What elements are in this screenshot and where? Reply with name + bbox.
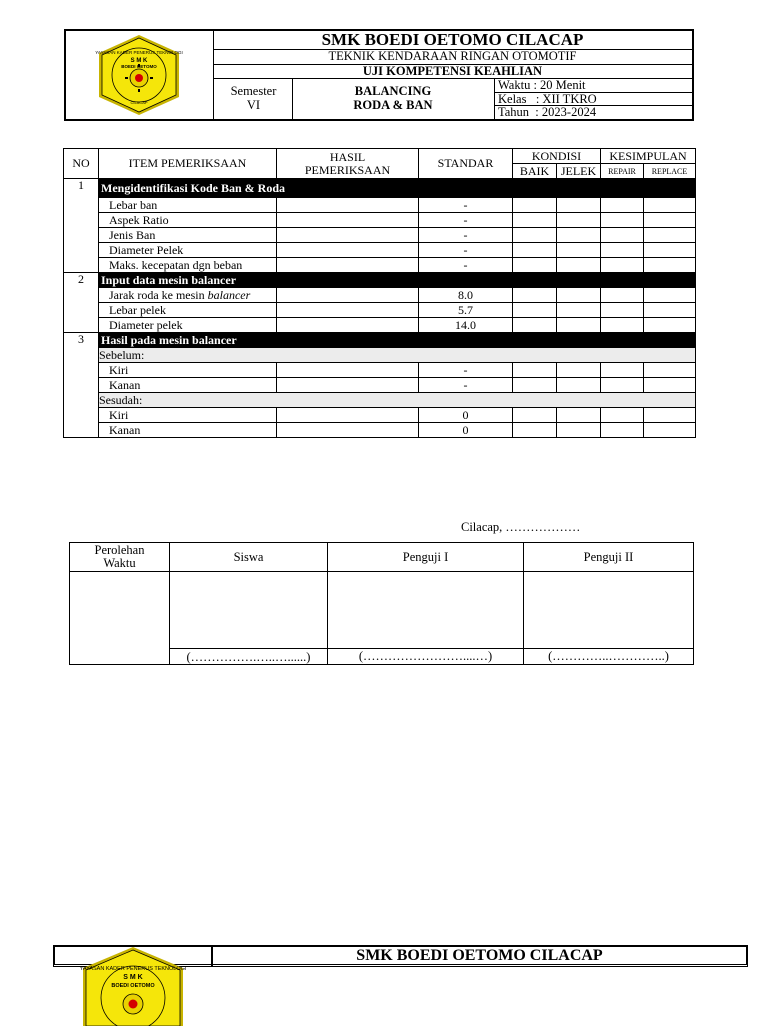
logo-text-name: BOEDI OETOMO [111,983,155,989]
item-text-italic: balancer [207,287,251,302]
item-cell: Aspek Ratio [99,213,277,228]
program-name: TEKNIK KENDARAAN RINGAN OTOMOTIF [328,49,577,63]
baik-cell[interactable] [513,243,557,258]
hasil-cell[interactable] [277,213,419,228]
col-jelek: JELEK [557,164,601,179]
jelek-cell[interactable] [557,213,601,228]
table-row [64,258,696,273]
signature-header-row [70,543,694,572]
repair-cell[interactable] [601,258,644,273]
perolehan-waktu-header [70,543,170,572]
baik-cell[interactable] [513,408,557,423]
penguji1-sign-area[interactable] [328,572,524,649]
jelek-cell[interactable] [557,423,601,438]
baik-cell[interactable] [513,288,557,303]
logo-text-top: YAYASAN KADER PENERUS TEKNOLOGI [95,50,183,55]
baik-cell[interactable] [513,378,557,393]
subsection-row [64,393,696,408]
item-cell: Kanan [99,378,277,393]
repair-cell[interactable] [601,408,644,423]
semester [215,84,292,112]
section-number: 2 [64,273,99,333]
section-number: 1 [64,179,99,273]
col-kondisi: KONDISI [513,149,601,164]
col-standar: STANDAR [419,149,513,179]
standar-cell: 0 [419,408,513,423]
standar-cell: 14.0 [419,318,513,333]
col-hasil-line1: HASIL [329,149,366,164]
standar-cell: - [419,213,513,228]
item-cell: Kanan [99,423,277,438]
replace-cell[interactable] [644,423,696,438]
jelek-cell[interactable] [557,288,601,303]
penguji1-header: Penguji I [328,543,524,572]
replace-cell[interactable] [644,288,696,303]
penguji1-name-line[interactable]: (……………………....…) [328,649,524,665]
item-cell: Lebar ban [99,198,277,213]
logo-text-bottom: CILACAP [130,100,148,105]
standar-cell: 8.0 [419,288,513,303]
standar-cell: - [419,378,513,393]
standar-cell: - [419,258,513,273]
table-header-row [64,149,696,164]
penguji2-header: Penguji II [524,543,694,572]
jelek-cell[interactable] [557,408,601,423]
logo-text-smk: S M K [130,58,148,64]
divider [494,78,495,119]
repair-cell[interactable] [601,243,644,258]
jelek-cell[interactable] [557,378,601,393]
subsection-label: Sesudah: [99,393,696,408]
hasil-cell[interactable] [277,303,419,318]
footer-logo-cell [79,946,187,1026]
item-cell: Jenis Ban [99,228,277,243]
hasil-cell[interactable] [277,423,419,438]
replace-cell[interactable] [644,243,696,258]
hasil-cell[interactable] [277,318,419,333]
table-row [64,408,696,423]
standar-cell: - [419,363,513,378]
subsection-label: Sebelum: [99,348,696,363]
hasil-cell[interactable] [277,408,419,423]
repair-cell[interactable] [601,363,644,378]
waktu-value-cell[interactable] [70,572,170,665]
standar-cell: 5.7 [419,303,513,318]
table-row [64,423,696,438]
perolehan-line2: Waktu [103,556,136,570]
perolehan-line1: Perolehan [94,543,145,557]
table-row [64,288,696,303]
replace-cell[interactable] [644,303,696,318]
baik-cell[interactable] [513,198,557,213]
siswa-name-line[interactable]: (…………….…..…......) [170,649,328,665]
section-title: Mengidentifikasi Kode Ban & Roda [99,179,696,198]
standar-cell: - [419,228,513,243]
hasil-cell[interactable] [277,258,419,273]
repair-cell[interactable] [601,318,644,333]
logo-text-top: YAYASAN KADER PENERUS TEKNOLOGI [79,966,187,972]
exam-title: UJI KOMPETENSI KEAHLIAN [362,64,543,78]
repair-cell[interactable] [601,303,644,318]
topic [292,84,494,112]
standar-cell: - [419,243,513,258]
section-row [64,273,696,288]
col-replace: REPLACE [644,164,696,179]
section-title: Input data mesin balancer [99,273,696,288]
col-item: ITEM PEMERIKSAAN [99,149,277,179]
signature-space-row [70,572,694,649]
semester-label: Semester [230,84,277,98]
logo-text-smk: S M K [123,974,143,981]
siswa-sign-area[interactable] [170,572,328,649]
hasil-cell[interactable] [277,228,419,243]
item-cell: Maks. kecepatan dgn beban [99,258,277,273]
baik-cell[interactable] [513,213,557,228]
section-row [64,333,696,348]
school-logo [66,31,213,119]
jelek-cell[interactable] [557,198,601,213]
school-name: SMK BOEDI OETOMO CILACAP [321,30,584,49]
item-cell: Diameter Pelek [99,243,277,258]
table-row [64,378,696,393]
section-title: Hasil pada mesin balancer [99,333,696,348]
standar-cell: 0 [419,423,513,438]
col-baik: BAIK [513,164,557,179]
subsection-row [64,348,696,363]
item-cell: Kiri [99,363,277,378]
hasil-cell[interactable] [277,288,419,303]
repair-cell[interactable] [601,423,644,438]
hasil-cell[interactable] [277,378,419,393]
signature-table [69,542,694,665]
repair-cell[interactable] [601,378,644,393]
topic-line2: RODA & BAN [353,98,433,112]
table-row [64,198,696,213]
waktu: Waktu : 20 Menit [498,78,586,92]
repair-cell[interactable] [601,288,644,303]
table-row [64,213,696,228]
baik-cell[interactable] [513,303,557,318]
logo-text-name: BOEDI OETOMO [121,64,157,69]
hasil-cell[interactable] [277,363,419,378]
jelek-cell[interactable] [557,243,601,258]
baik-cell[interactable] [513,423,557,438]
replace-cell[interactable] [644,258,696,273]
repair-cell[interactable] [601,198,644,213]
col-hasil [277,149,419,179]
col-hasil-line2: PEMERIKSAAN [304,162,391,177]
semester-value: VI [246,98,261,112]
jelek-cell[interactable] [557,303,601,318]
logo-cell [66,31,214,119]
item-cell [99,288,277,303]
table-row [64,318,696,333]
siswa-header: Siswa [170,543,328,572]
replace-cell[interactable] [644,378,696,393]
standar-cell: - [419,198,513,213]
repair-cell[interactable] [601,228,644,243]
penguji2-name-line[interactable]: (…………..…………..) [524,649,694,665]
table-row [64,363,696,378]
replace-cell[interactable] [644,318,696,333]
jelek-cell[interactable] [557,228,601,243]
col-no: NO [64,149,99,179]
baik-cell[interactable] [513,228,557,243]
item-cell: Diameter pelek [99,318,277,333]
hasil-cell[interactable] [277,198,419,213]
item-text: Jarak roda ke mesin [109,287,208,302]
replace-cell[interactable] [644,228,696,243]
section-number: 3 [64,333,99,438]
item-cell: Kiri [99,408,277,423]
replace-cell[interactable] [644,363,696,378]
topic-line1: BALANCING [354,84,432,98]
school-logo [79,946,187,1026]
repair-cell[interactable] [601,213,644,228]
baik-cell[interactable] [513,363,557,378]
penguji2-sign-area[interactable] [524,572,694,649]
table-row [64,243,696,258]
inspection-table [63,148,696,438]
table-row [64,228,696,243]
jelek-cell[interactable] [557,258,601,273]
jelek-cell[interactable] [557,318,601,333]
baik-cell[interactable] [513,318,557,333]
hasil-cell[interactable] [277,243,419,258]
table-row [64,303,696,318]
replace-cell[interactable] [644,213,696,228]
baik-cell[interactable] [513,258,557,273]
replace-cell[interactable] [644,198,696,213]
jelek-cell[interactable] [557,363,601,378]
replace-cell[interactable] [644,408,696,423]
place-date: Cilacap, ……………… [461,520,581,534]
item-cell: Lebar pelek [99,303,277,318]
section-row [64,179,696,198]
kelas: Kelas : XII TKRO [498,92,597,106]
col-repair: REPAIR [601,164,644,179]
footer-school-name: SMK BOEDI OETOMO CILACAP [356,947,603,964]
col-kesimpulan: KESIMPULAN [601,149,696,164]
tahun: Tahun : 2023-2024 [498,105,597,119]
document-header [64,29,694,121]
